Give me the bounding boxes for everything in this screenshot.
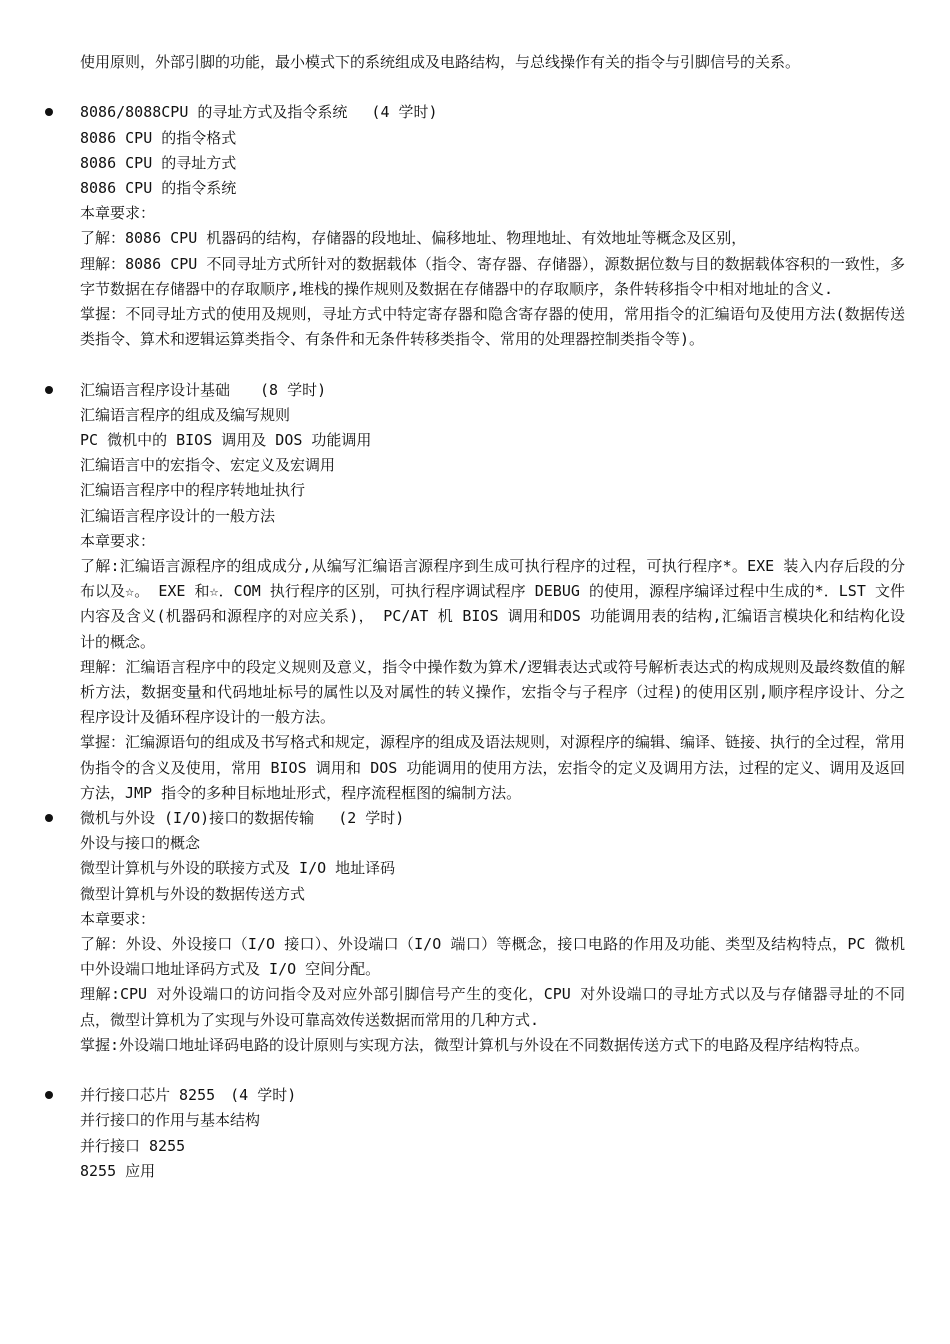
intro-paragraph: 使用原则，外部引脚的功能，最小模式下的系统组成及电路结构，与总线操作有关的指令与引脚信号的关系。: [80, 53, 801, 71]
bullet-icon: [45, 108, 53, 116]
list-item: 外设与接口的概念: [80, 834, 201, 853]
requirement-comprehend: 理解：汇编语言程序中的段定义规则及意义，指令中操作数为算术/逻辑表达式或符号解析表达式的构成规则及最终数值的解析方法，数据变量和代码地址标号的属性以及对属性的转义操作，宏指令与子程序（过程)的使用区别,顺序程序设计、分之程序设计及循环程序设计的一般方法。: [80, 657, 905, 727]
list-item: 8086 CPU 的指令格式: [80, 128, 237, 147]
section-title: 汇编语言程序设计基础 (8 学时): [80, 380, 327, 399]
list-item: 8086 CPU 的寻址方式: [80, 153, 237, 172]
section-title: 微机与外设 (I/O)接口的数据传输 (2 学时): [80, 809, 405, 828]
bullet-icon: [45, 1091, 53, 1099]
list-item: 汇编语言中的宏指令、宏定义及宏调用: [80, 456, 336, 475]
requirement-comprehend: 理解：8086 CPU 不同寻址方式所针对的数据载体（指令、寄存器、存储器），源数据位数与目的数据载体容积的一致性，多字节数据在存储器中的存取顺序,堆栈的操作规则及数据在存储器中的存取顺序，条件转移指令中相对地址的含义.: [80, 254, 905, 298]
list-item: 并行接口 8255: [80, 1136, 186, 1155]
section-title: 并行接口芯片 8255 (4 学时): [80, 1086, 297, 1105]
section-8255: [80, 1083, 910, 1184]
section-title: 8086/8088CPU 的寻址方式及指令系统 (4 学时): [80, 103, 438, 122]
list-item: 微型计算机与外设的数据传送方式: [80, 884, 306, 903]
requirement-master: 掌握：不同寻址方式的使用及规则，寻址方式中特定寄存器和隐含寄存器的使用，常用指令的汇编语句及使用方法(数据传送类指令、算术和逻辑运算类指令、有条件和无条件转移类指令、常用的处理器控制类指令等)。: [80, 305, 905, 349]
requirement-master: 掌握：汇编源语句的组成及书写格式和规定，源程序的组成及语法规则，对源程序的编辑、编译、链接、执行的全过程，常用伪指令的含义及使用，常用 BIOS 调用和 DOS 功能调用的使用方法，宏指令的定义及调用方法，过程的定义、调用及返回方法，JMP 指令的多种目标地址形式，程序流程框图的编制方法。: [80, 733, 906, 802]
requirements-label: 本章要求：: [80, 204, 156, 223]
list-item: 并行接口的作用与基本结构: [80, 1111, 261, 1130]
section-io-interface: [80, 806, 910, 1058]
list-item: 汇编语言程序中的程序转地址执行: [80, 481, 306, 500]
section-assembly: [80, 378, 910, 806]
section-addressing: [80, 100, 910, 352]
requirements-label: 本章要求：: [80, 531, 156, 550]
list-item: 8086 CPU 的指令系统: [80, 179, 237, 197]
requirement-understand: 了解:汇编语言源程序的组成成分,从编写汇编语言源程序到生成可执行程序的过程，可执行程序*。EXE 装入内存后段的分布以及☆。 EXE 和☆．COM 执行程序的区别，可执行程序调试程序 DEBUG 的使用，源程序编译过程中生成的*．LST 文件内容及含义(机器码和源程序的对应关系)， PC/AT 机 BIOS 调用和DOS 功能调用表的结构,汇编语言模块化和结构化设计的概念。: [80, 557, 905, 651]
spacer: [80, 75, 910, 100]
requirement-master: 掌握:外设端口地址译码电路的设计原则与实现方法，微型计算机与外设在不同数据传送方式下的电路及程序结构特点。: [80, 1035, 870, 1054]
requirement-understand: 了解：8086 CPU 机器码的结构，存储器的段地址、偏移地址、物理地址、有效地址等概念及区别，: [80, 229, 747, 248]
bullet-icon: [45, 814, 53, 822]
requirements-label: 本章要求：: [80, 909, 156, 928]
spacer: [80, 352, 910, 377]
spacer: [80, 1058, 910, 1083]
list-item: 汇编语言程序设计的一般方法: [80, 506, 276, 525]
list-item: 8255 应用: [80, 1161, 156, 1180]
requirement-comprehend: 理解:CPU 对外设端口的访问指令及对应外部引脚信号产生的变化，CPU 对外设端口的寻址方式以及与存储器寻址的不同点，微型计算机为了实现与外设可靠高效传送数据而常用的几种方式.: [80, 985, 905, 1029]
requirement-understand: 了解：外设、外设接口（I/O 接口）、外设端口（I/O 端口）等概念，接口电路的作用及功能、类型及结构特点，PC 微机中外设端口地址译码方式及 I/O 空间分配。: [80, 935, 905, 979]
list-item: 汇编语言程序的组成及编写规则: [80, 405, 291, 424]
list-item: 微型计算机与外设的联接方式及 I/O 地址译码: [80, 859, 396, 878]
list-item: PC 微机中的 BIOS 调用及 DOS 功能调用: [80, 431, 372, 450]
bullet-icon: [45, 386, 53, 394]
